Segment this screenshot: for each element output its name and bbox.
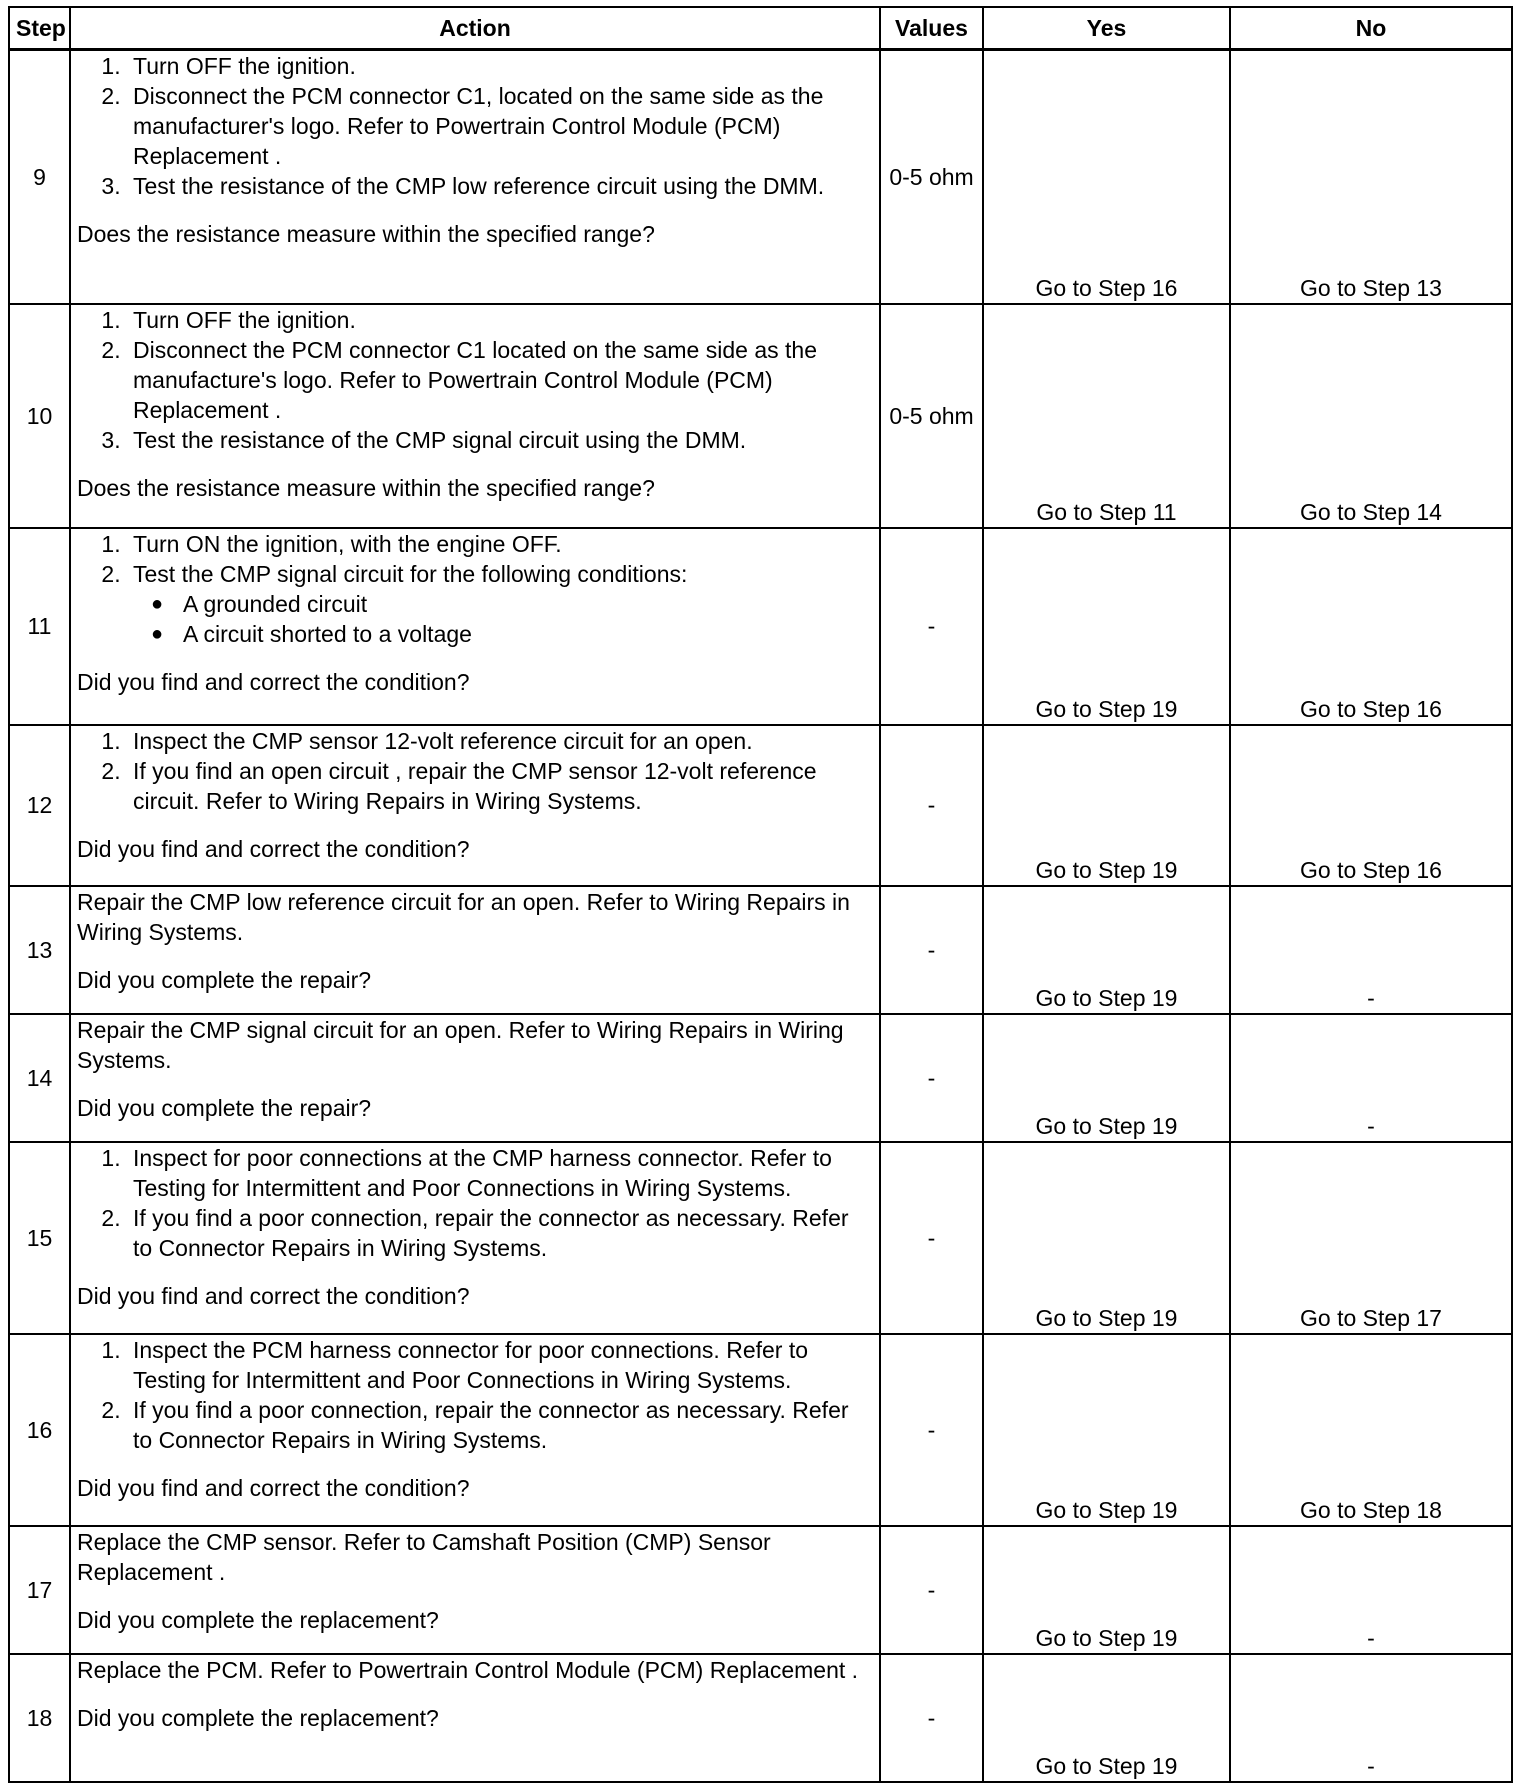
no-cell: - (1230, 1526, 1512, 1654)
values-cell: - (880, 1014, 983, 1142)
values-cell: - (880, 1334, 983, 1526)
no-cell: Go to Step 17 (1230, 1142, 1512, 1334)
table-row (9, 1654, 1512, 1782)
list-item: 1. Inspect for poor connections at the CMP harness connector. Refer to Testing for Intermittent and Poor Connections in Wiring Systems. (127, 1143, 873, 1203)
action-text: Repair the CMP signal circuit for an open. Refer to Wiring Repairs in Wiring Systems. (77, 1016, 844, 1073)
action-list (77, 529, 873, 649)
step-number: 12 (9, 725, 70, 886)
action-cell (70, 1526, 880, 1654)
yes-cell: Go to Step 19 (983, 1014, 1230, 1142)
yes-cell: Go to Step 19 (983, 1142, 1230, 1334)
values-cell: - (880, 1526, 983, 1654)
diagnostic-table (8, 6, 1513, 1783)
step-number: 15 (9, 1142, 70, 1334)
action-list (77, 1143, 873, 1263)
action-cell (70, 1654, 880, 1782)
table-row (9, 1014, 1512, 1142)
values-cell: 0-5 ohm (880, 304, 983, 528)
action-question: Did you find and correct the condition? (77, 668, 470, 695)
table-row (9, 1334, 1512, 1526)
table-row (9, 528, 1512, 725)
action-text: Replace the CMP sensor. Refer to Camshaft Position (CMP) Sensor Replacement . (77, 1528, 771, 1585)
action-list (77, 1335, 873, 1455)
values-cell: 0-5 ohm (880, 50, 983, 304)
list-item: 2. Disconnect the PCM connector C1 located on the same side as the manufacture's logo. Refer to Powertrain Control Module (PCM) Replacement . (127, 335, 873, 425)
table-row (9, 725, 1512, 886)
action-list (77, 726, 873, 816)
list-item (127, 559, 873, 649)
list-item-text: Test the CMP signal circuit for the following conditions: (133, 560, 688, 587)
header-action: Action (70, 7, 880, 50)
action-cell (70, 1334, 880, 1526)
action-cell (70, 304, 880, 528)
list-item: 3. Test the resistance of the CMP low reference circuit using the DMM. (127, 171, 873, 201)
list-item: 1. Inspect the PCM harness connector for poor connections. Refer to Testing for Intermittent and Poor Connections in Wiring Systems. (127, 1335, 873, 1395)
bullet-item: ● A circuit shorted to a voltage (183, 619, 873, 649)
list-item: 2. If you find an open circuit , repair the CMP sensor 12-volt reference circuit. Refer to Wiring Repairs in Wiring Systems. (127, 756, 873, 816)
action-list (77, 305, 873, 455)
action-question: Did you complete the repair? (77, 966, 372, 993)
values-cell: - (880, 1654, 983, 1782)
step-number: 10 (9, 304, 70, 528)
action-cell (70, 528, 880, 725)
step-number: 16 (9, 1334, 70, 1526)
step-number: 11 (9, 528, 70, 725)
bullet-list (133, 589, 873, 649)
list-item: 1. Turn OFF the ignition. (127, 51, 873, 81)
action-text: Replace the PCM. Refer to Powertrain Control Module (PCM) Replacement . (77, 1656, 859, 1683)
no-cell: Go to Step 18 (1230, 1334, 1512, 1526)
action-question: Does the resistance measure within the specified range? (77, 474, 655, 501)
action-cell (70, 725, 880, 886)
action-cell (70, 886, 880, 1014)
table-row (9, 50, 1512, 304)
yes-cell: Go to Step 19 (983, 1334, 1230, 1526)
bullet-item: ● A grounded circuit (183, 589, 873, 619)
action-question: Did you complete the replacement? (77, 1704, 439, 1731)
yes-cell: Go to Step 19 (983, 1654, 1230, 1782)
values-cell: - (880, 725, 983, 886)
yes-cell: Go to Step 19 (983, 528, 1230, 725)
action-text: Repair the CMP low reference circuit for an open. Refer to Wiring Repairs in Wiring Systems. (77, 888, 850, 945)
no-cell: Go to Step 16 (1230, 528, 1512, 725)
header-step: Step (9, 7, 70, 50)
no-cell: - (1230, 886, 1512, 1014)
list-item: 1. Inspect the CMP sensor 12-volt reference circuit for an open. (127, 726, 873, 756)
list-item: 1. Turn ON the ignition, with the engine OFF. (127, 529, 873, 559)
no-cell: - (1230, 1014, 1512, 1142)
action-list (77, 51, 873, 201)
action-question: Did you find and correct the condition? (77, 835, 470, 862)
step-number: 17 (9, 1526, 70, 1654)
list-item: 2. If you find a poor connection, repair the connector as necessary. Refer to Connector Repairs in Wiring Systems. (127, 1395, 873, 1455)
action-question: Did you find and correct the condition? (77, 1474, 470, 1501)
list-item: 2. If you find a poor connection, repair the connector as necessary. Refer to Connector Repairs in Wiring Systems. (127, 1203, 873, 1263)
action-question: Did you complete the replacement? (77, 1606, 439, 1633)
action-question: Did you find and correct the condition? (77, 1282, 470, 1309)
yes-cell: Go to Step 19 (983, 725, 1230, 886)
table-row (9, 1142, 1512, 1334)
list-item: 2. Disconnect the PCM connector C1, located on the same side as the manufacturer's logo. Refer to Powertrain Control Module (PCM) Replacement . (127, 81, 873, 171)
values-cell: - (880, 886, 983, 1014)
values-cell: - (880, 1142, 983, 1334)
no-cell: Go to Step 13 (1230, 50, 1512, 304)
step-number: 14 (9, 1014, 70, 1142)
list-item: 3. Test the resistance of the CMP signal circuit using the DMM. (127, 425, 873, 455)
step-number: 18 (9, 1654, 70, 1782)
yes-cell: Go to Step 16 (983, 50, 1230, 304)
no-cell: - (1230, 1654, 1512, 1782)
table-row (9, 1526, 1512, 1654)
list-item: 1. Turn OFF the ignition. (127, 305, 873, 335)
action-question: Does the resistance measure within the specified range? (77, 221, 655, 247)
action-cell (70, 1014, 880, 1142)
yes-cell: Go to Step 19 (983, 1526, 1230, 1654)
header-yes: Yes (983, 7, 1230, 50)
header-values: Values (880, 7, 983, 50)
action-cell (70, 1142, 880, 1334)
no-cell: Go to Step 14 (1230, 304, 1512, 528)
step-number: 9 (9, 50, 70, 304)
table-row (9, 886, 1512, 1014)
header-row (9, 7, 1512, 50)
values-cell: - (880, 528, 983, 725)
yes-cell: Go to Step 19 (983, 886, 1230, 1014)
action-question: Did you complete the repair? (77, 1094, 372, 1121)
table-row (9, 304, 1512, 528)
yes-cell: Go to Step 11 (983, 304, 1230, 528)
no-cell: Go to Step 16 (1230, 725, 1512, 886)
step-number: 13 (9, 886, 70, 1014)
action-cell (70, 50, 880, 304)
header-no: No (1230, 7, 1512, 50)
